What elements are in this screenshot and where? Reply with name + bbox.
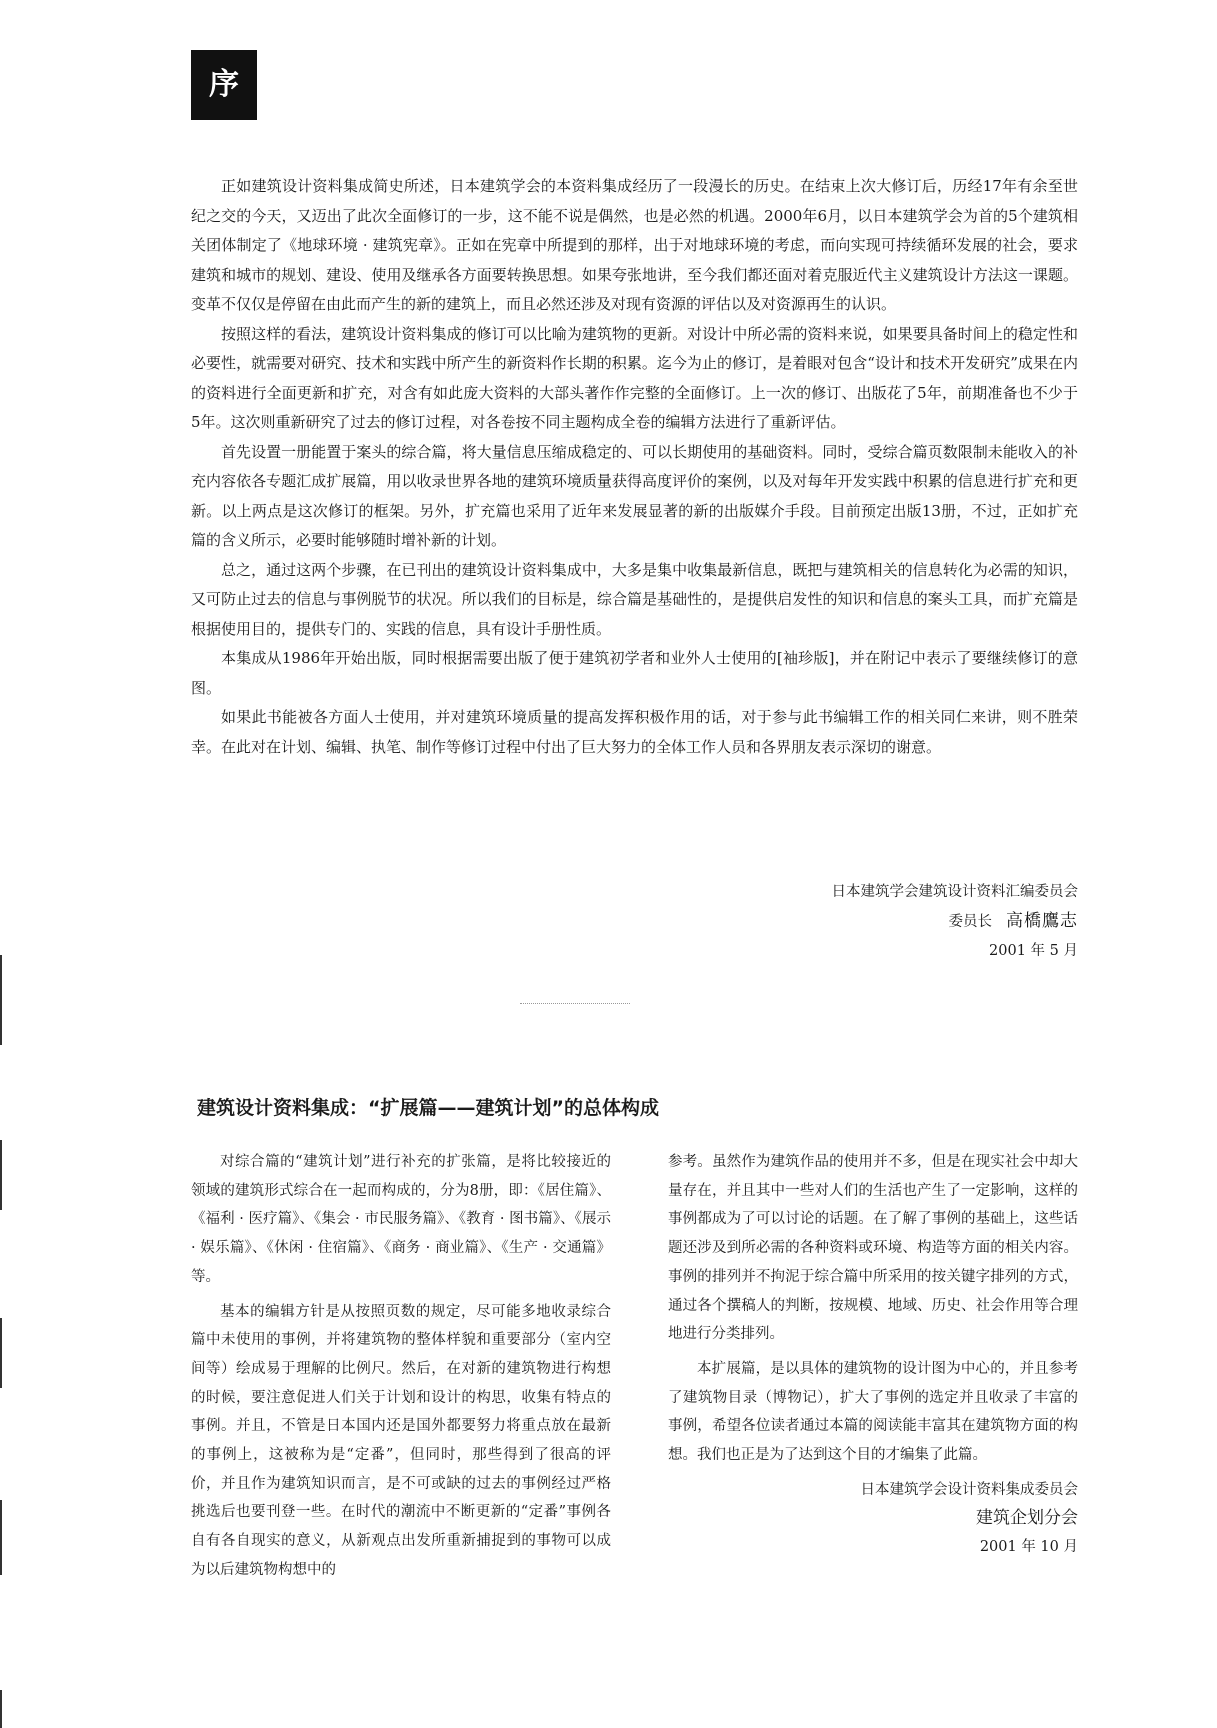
preface-paragraph: 本集成从1986年开始出版，同时根据需要出版了便于建筑初学者和业外人士使用的[袖珍版]，并在附记中表示了要继续修订的意图。 bbox=[191, 649, 1078, 697]
signature-date: 2001 年 5 月 bbox=[989, 943, 1078, 959]
preface-signature bbox=[578, 878, 1078, 966]
scan-edge-mark bbox=[0, 1690, 2, 1728]
scan-edge-mark bbox=[0, 1140, 2, 1210]
signature-chair bbox=[578, 907, 1078, 937]
section-signature bbox=[668, 1476, 1078, 1562]
preface-paragraph: 首先设置一册能置于案头的综合篇，将大量信息压缩成稳定的、可以长期使用的基础资料。同时，受综合篇页数限制未能收入的补充内容依各专题汇成扩展篇，用以收录世界各地的建筑环境质量获得高度评价的案例，以及对每年开发实践中积累的信息进行扩充和更新。以上两点是这次修订的框架。另外，扩充篇也采用了近年来发展显著的新的出版媒介手段。目前预定出版13册，不过，正如扩充篇的含义所示，必要时能够随时增补新的计划。 bbox=[191, 442, 1078, 549]
signature-org: 日本建筑学会设计资料集成委员会 bbox=[860, 1481, 1078, 1498]
left-column bbox=[191, 1148, 611, 1591]
signature-org: 日本建筑学会建筑设计资料汇编委员会 bbox=[831, 884, 1078, 900]
preface-paragraph: 按照这样的看法，建筑设计资料集成的修订可以比喻为建筑物的更新。对设计中所必需的资料来说，如果要具备时间上的稳定性和必要性，就需要对研究、技术和实践中所产生的新资料作长期的积累。迄今为止的修订，是着眼对包含“设计和技术开发研究”成果在内的资料进行全面更新和扩充，对含有如此庞大资料的大部头著作作完整的全面修订。上一次的修订、出版花了5年，前期准备也不少于5年。这次则重新研究了过去的修订过程，对各卷按不同主题构成全卷的编辑方法进行了重新评估。 bbox=[191, 324, 1078, 431]
preface-badge: 序 bbox=[191, 50, 257, 120]
divider-dots bbox=[520, 1003, 630, 1006]
scan-edge-mark bbox=[0, 955, 2, 1045]
preface-body bbox=[191, 172, 1078, 762]
section-paragraph: 对综合篇的“建筑计划”进行补充的扩张篇，是将比较接近的领域的建筑形式综合在一起而构成的，分为8册，即：《居住篇》、《福利 · 医疗篇》、《集会 · 市民服务篇》、《教育 · 图书篇》、《展示 · 娱乐篇》、《休闲 · 住宿篇》、《商务 · 商业篇》、《生产 · 交通篇》等。 bbox=[191, 1154, 611, 1285]
preface-paragraph: 总之，通过这两个步骤，在已刊出的建筑设计资料集成中，大多是集中收集最新信息，既把与建筑相关的信息转化为必需的知识，又可防止过去的信息与事例脱节的状况。所以我们的目标是，综合篇是基础性的，是提供启发性的知识和信息的案头工具，而扩充篇是根据使用目的，提供专门的、实践的信息，具有设计手册性质。 bbox=[191, 560, 1078, 638]
scan-edge-mark bbox=[0, 1500, 2, 1575]
preface-paragraph: 如果此书能被各方面人士使用，并对建筑环境质量的提高发挥积极作用的话，对于参与此书编辑工作的相关同仁来讲，则不胜荣幸。在此对在计划、编辑、执笔、制作等修订过程中付出了巨大努力的全体工作人员和各界朋友表示深切的谢意。 bbox=[191, 708, 1078, 756]
section-paragraph: 基本的编辑方针是从按照页数的规定，尽可能多地收录综合篇中未使用的事例，并将建筑物的整体样貌和重要部分（室内空间等）绘成易于理解的比例尺。然后，在对新的建筑物进行构想的时候，要注意促进人们关于计划和设计的构思，收集有特点的事例。并且，不管是日本国内还是国外都要努力将重点放在最新的事例上，这被称为是“定番”，但同时，那些得到了很高的评价，并且作为建筑知识而言，是不可或缺的过去的事例经过严格挑选后也要刊登一些。在时代的潮流中不断更新的“定番”事例各自有各自现实的意义，从新观点出发所重新捕捉到的事物可以成为以后建筑物构想中的 bbox=[191, 1303, 611, 1578]
section-title: 建筑设计资料集成：“扩展篇——建筑计划”的总体构成 bbox=[197, 1097, 659, 1119]
signature-date: 2001 年 10 月 bbox=[979, 1539, 1078, 1556]
scan-edge-mark bbox=[0, 1318, 2, 1388]
chair-name: 高橋鷹志 bbox=[1006, 911, 1078, 931]
right-column bbox=[668, 1148, 1078, 1562]
section-paragraph-continued: 参考。虽然作为建筑作品的使用并不多，但是在现实社会中却大量存在，并且其中一些对人们的生活也产生了一定影响，这样的事例都成为了可以讨论的话题。在了解了事例的基础上，这些话题还涉及到所必需的各种资料或环境、构造等方面的相关内容。事例的排列并不拘泥于综合篇中所采用的按关键字排列的方式，通过各个撰稿人的判断，按规模、地域、历史、社会作用等合理地进行分类排列。 bbox=[668, 1154, 1078, 1343]
section-paragraph: 本扩展篇，是以具体的建筑物的设计图为中心的，并且参考了建筑物目录（博物记），扩大了事例的选定并且收录了丰富的事例，希望各位读者通过本篇的阅读能丰富其在建筑物方面的构想。我们也正是为了达到这个目的才编集了此篇。 bbox=[668, 1360, 1078, 1464]
preface-paragraph: 正如建筑设计资料集成简史所述，日本建筑学会的本资料集成经历了一段漫长的历史。在结束上次大修订后，历经17年有余至世纪之交的今天，又迈出了此次全面修订的一步，这不能不说是偶然，也是必然的机遇。2000年6月，以日本建筑学会为首的5个建筑相关团体制定了《地球环境 · 建筑宪章》。正如在宪章中所提到的那样，出于对地球环境的考虑，而向实现可持续循环发展的社会，要求建筑和城市的规划、建设、使用及继承各方面要转换思想。如果夸张地讲，至今我们都还面对着克服近代主义建筑设计方法这一课题。变革不仅仅是停留在由此而产生的新的建筑上，而且必然还涉及对现有资源的评估以及对资源再生的认识。 bbox=[191, 177, 1078, 313]
chair-title: 委员长 bbox=[948, 914, 992, 930]
signature-sub: 建筑企划分会 bbox=[976, 1508, 1078, 1529]
